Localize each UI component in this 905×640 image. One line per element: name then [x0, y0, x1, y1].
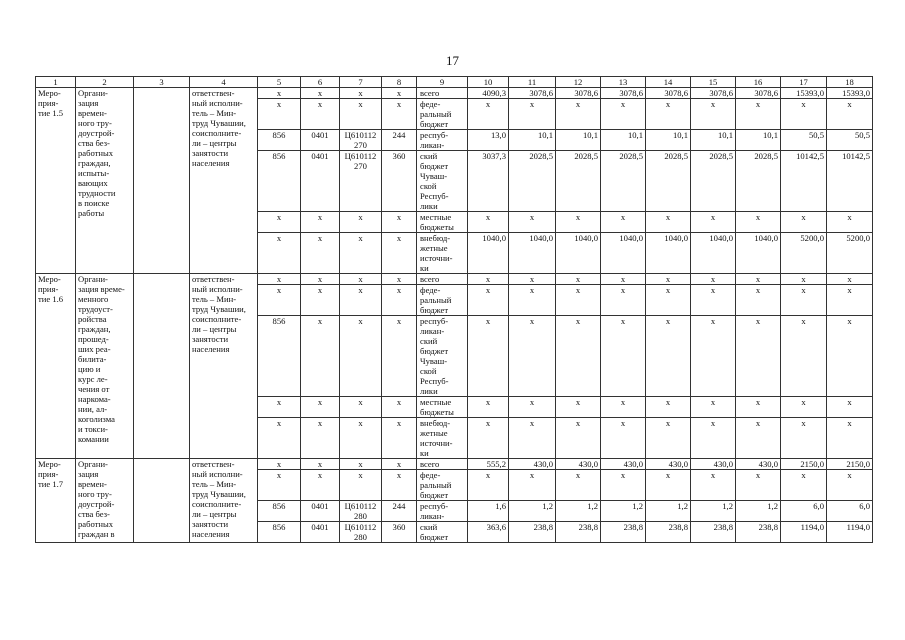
value-cell: 430,0 [556, 459, 601, 470]
value-cell: x [781, 212, 827, 233]
value-cell: x [827, 285, 873, 316]
value-cell: 238,8 [509, 522, 556, 543]
value-cell: 238,8 [601, 522, 646, 543]
code-c5: 856 [258, 151, 301, 212]
code-c5: 856 [258, 522, 301, 543]
header-cell-4: 4 [190, 77, 258, 88]
funding-source: внебюд- жетные источни- ки [417, 233, 468, 274]
value-cell: x [736, 397, 781, 418]
value-cell: 10142,5 [781, 151, 827, 212]
code-c5: x [258, 274, 301, 285]
value-cell: x [827, 470, 873, 501]
value-cell: x [691, 397, 736, 418]
value-cell: x [556, 274, 601, 285]
header-cell-2: 2 [76, 77, 134, 88]
value-cell: x [781, 470, 827, 501]
value-cell: 2028,5 [736, 151, 781, 212]
value-cell: x [601, 274, 646, 285]
value-cell: 2028,5 [601, 151, 646, 212]
value-cell: 1040,0 [601, 233, 646, 274]
value-cell: 2150,0 [781, 459, 827, 470]
code-c8: x [382, 233, 417, 274]
value-cell: 1,2 [646, 501, 691, 522]
value-cell: 1,2 [556, 501, 601, 522]
funding-source: местные бюджеты [417, 212, 468, 233]
value-cell: 2028,5 [691, 151, 736, 212]
code-c8: 360 [382, 151, 417, 212]
value-cell: x [468, 470, 509, 501]
measure-label: Меро- прия- тие 1.6 [36, 274, 76, 459]
value-cell: 10,1 [601, 130, 646, 151]
value-cell: 1040,0 [691, 233, 736, 274]
code-c6: 0401 [301, 151, 340, 212]
table-row [36, 274, 873, 285]
value-cell: x [601, 99, 646, 130]
code-c7: Ц610112 270 [340, 151, 382, 212]
value-cell: x [781, 99, 827, 130]
code-c6: x [301, 212, 340, 233]
code-c6: x [301, 470, 340, 501]
value-cell: 1194,0 [781, 522, 827, 543]
value-cell: 1040,0 [468, 233, 509, 274]
header-cell-5: 5 [258, 77, 301, 88]
value-cell: x [646, 274, 691, 285]
value-cell: 5200,0 [781, 233, 827, 274]
measure-name: Органи- зация време- менного трудоуст- ройства граждан, прошед- ших реа- билита- цию и курс ле- чения от наркома- нии, ал- коголизма и токси- комании [76, 274, 134, 459]
value-cell: 2028,5 [556, 151, 601, 212]
header-cell-16: 16 [736, 77, 781, 88]
header-row [36, 77, 873, 88]
value-cell: 3078,6 [691, 88, 736, 99]
value-cell: x [556, 418, 601, 459]
code-c5: x [258, 285, 301, 316]
value-cell: 1,6 [468, 501, 509, 522]
code-c8: x [382, 285, 417, 316]
code-c6: x [301, 274, 340, 285]
code-c7: x [340, 470, 382, 501]
value-cell: x [827, 397, 873, 418]
value-cell: x [736, 274, 781, 285]
value-cell: 15393,0 [781, 88, 827, 99]
value-cell: 1,2 [736, 501, 781, 522]
value-cell: x [509, 397, 556, 418]
funding-source: внебюд- жетные источни- ки [417, 418, 468, 459]
value-cell: x [827, 316, 873, 397]
code-c8: x [382, 418, 417, 459]
value-cell: x [781, 285, 827, 316]
value-cell: x [509, 316, 556, 397]
header-cell-12: 12 [556, 77, 601, 88]
header-cell-10: 10 [468, 77, 509, 88]
code-c6: x [301, 418, 340, 459]
value-cell: 10,1 [646, 130, 691, 151]
code-c7: Ц610112 280 [340, 501, 382, 522]
value-cell: x [646, 316, 691, 397]
measure-col3 [134, 459, 190, 543]
value-cell: 2028,5 [646, 151, 691, 212]
value-cell: x [646, 212, 691, 233]
value-cell: x [468, 316, 509, 397]
value-cell: 10142,5 [827, 151, 873, 212]
value-cell: x [556, 212, 601, 233]
code-c7: Ц610112 280 [340, 522, 382, 543]
value-cell: x [468, 285, 509, 316]
code-c7: x [340, 233, 382, 274]
value-cell: x [691, 470, 736, 501]
value-cell: 10,1 [509, 130, 556, 151]
value-cell: 3078,6 [509, 88, 556, 99]
code-c7: x [340, 274, 382, 285]
value-cell: x [736, 418, 781, 459]
code-c7: x [340, 459, 382, 470]
value-cell: 10,1 [736, 130, 781, 151]
value-cell: x [691, 212, 736, 233]
header-cell-7: 7 [340, 77, 382, 88]
value-cell: 13,0 [468, 130, 509, 151]
value-cell: 430,0 [736, 459, 781, 470]
code-c5: 856 [258, 501, 301, 522]
code-c8: x [382, 274, 417, 285]
value-cell: x [556, 470, 601, 501]
code-c7: x [340, 285, 382, 316]
code-c7: Ц610112 270 [340, 130, 382, 151]
value-cell: x [781, 274, 827, 285]
header-cell-13: 13 [601, 77, 646, 88]
value-cell: x [827, 212, 873, 233]
header-cell-6: 6 [301, 77, 340, 88]
value-cell: 430,0 [691, 459, 736, 470]
measure-label: Меро- прия- тие 1.7 [36, 459, 76, 543]
code-c8: x [382, 397, 417, 418]
value-cell: 4090,3 [468, 88, 509, 99]
value-cell: x [691, 99, 736, 130]
value-cell: x [781, 397, 827, 418]
value-cell: x [646, 418, 691, 459]
funding-source: респуб- ликан- [417, 130, 468, 151]
value-cell: 50,5 [781, 130, 827, 151]
funding-source: всего [417, 274, 468, 285]
value-cell: 10,1 [556, 130, 601, 151]
measure-executor: ответствен- ный исполни- тель – Мин- труд Чувашии, соисполните- ли – центры занятости населения [190, 88, 258, 274]
value-cell: 1,2 [509, 501, 556, 522]
value-cell: 3078,6 [556, 88, 601, 99]
value-cell: x [691, 418, 736, 459]
value-cell: 1040,0 [736, 233, 781, 274]
code-c7: x [340, 397, 382, 418]
code-c8: x [382, 316, 417, 397]
value-cell: x [827, 274, 873, 285]
value-cell: x [691, 274, 736, 285]
measure-name: Органи- зация времен- ного тру- доустрой- ства без- работных граждан, испыты- вающих трудности в поиске работы [76, 88, 134, 274]
value-cell: x [468, 418, 509, 459]
value-cell: x [601, 212, 646, 233]
value-cell: 363,6 [468, 522, 509, 543]
value-cell: x [468, 274, 509, 285]
header-cell-17: 17 [781, 77, 827, 88]
value-cell: x [827, 418, 873, 459]
measure-col3 [134, 88, 190, 274]
value-cell: 10,1 [691, 130, 736, 151]
value-cell: 1,2 [601, 501, 646, 522]
code-c6: x [301, 88, 340, 99]
code-c8: 244 [382, 130, 417, 151]
value-cell: x [646, 397, 691, 418]
value-cell: x [509, 418, 556, 459]
code-c5: x [258, 459, 301, 470]
value-cell: 430,0 [601, 459, 646, 470]
value-cell: x [556, 397, 601, 418]
value-cell: 238,8 [556, 522, 601, 543]
header-cell-9: 9 [417, 77, 468, 88]
measure-col3 [134, 274, 190, 459]
code-c5: x [258, 397, 301, 418]
table-row [36, 459, 873, 470]
value-cell: x [646, 470, 691, 501]
code-c5: x [258, 233, 301, 274]
value-cell: x [736, 285, 781, 316]
measure-name: Органи- зация времен- ного тру- доустрой- ства без- работных граждан в [76, 459, 134, 543]
code-c6: x [301, 233, 340, 274]
budget-table [35, 76, 873, 543]
value-cell: x [691, 285, 736, 316]
value-cell: 430,0 [646, 459, 691, 470]
value-cell: x [736, 99, 781, 130]
value-cell: 5200,0 [827, 233, 873, 274]
value-cell: x [736, 470, 781, 501]
value-cell: x [736, 316, 781, 397]
value-cell: 3078,6 [646, 88, 691, 99]
value-cell: x [646, 285, 691, 316]
table-row [36, 88, 873, 99]
header-cell-1: 1 [36, 77, 76, 88]
value-cell: x [468, 397, 509, 418]
code-c6: 0401 [301, 522, 340, 543]
value-cell: 1,2 [691, 501, 736, 522]
value-cell: 2028,5 [509, 151, 556, 212]
value-cell: 430,0 [509, 459, 556, 470]
value-cell: x [781, 316, 827, 397]
code-c8: 244 [382, 501, 417, 522]
value-cell: x [781, 418, 827, 459]
value-cell: 3078,6 [601, 88, 646, 99]
code-c8: 360 [382, 522, 417, 543]
value-cell: 15393,0 [827, 88, 873, 99]
code-c7: x [340, 418, 382, 459]
code-c6: 0401 [301, 501, 340, 522]
value-cell: x [556, 285, 601, 316]
value-cell: x [736, 212, 781, 233]
value-cell: 6,0 [781, 501, 827, 522]
value-cell: 3078,6 [736, 88, 781, 99]
code-c5: x [258, 418, 301, 459]
measure-executor: ответствен- ный исполни- тель – Мин- труд Чувашии, соисполните- ли – центры занятости населения [190, 274, 258, 459]
header-cell-3: 3 [134, 77, 190, 88]
value-cell: x [509, 285, 556, 316]
code-c7: x [340, 88, 382, 99]
code-c5: x [258, 88, 301, 99]
value-cell: x [601, 285, 646, 316]
code-c6: x [301, 397, 340, 418]
funding-source: ский бюджет [417, 522, 468, 543]
code-c6: 0401 [301, 130, 340, 151]
value-cell: 3037,3 [468, 151, 509, 212]
code-c5: x [258, 470, 301, 501]
value-cell: 238,8 [736, 522, 781, 543]
value-cell: x [556, 99, 601, 130]
value-cell: x [646, 99, 691, 130]
value-cell: x [509, 470, 556, 501]
value-cell: 1040,0 [646, 233, 691, 274]
funding-source: всего [417, 459, 468, 470]
code-c6: x [301, 99, 340, 130]
header-cell-18: 18 [827, 77, 873, 88]
value-cell: x [509, 274, 556, 285]
value-cell: x [468, 99, 509, 130]
value-cell: x [691, 316, 736, 397]
value-cell: 238,8 [646, 522, 691, 543]
code-c8: x [382, 212, 417, 233]
value-cell: x [509, 99, 556, 130]
value-cell: 555,2 [468, 459, 509, 470]
code-c8: x [382, 88, 417, 99]
measure-executor: ответствен- ный исполни- тель – Мин- труд Чувашии, соисполните- ли – центры занятости населения [190, 459, 258, 543]
value-cell: 1040,0 [556, 233, 601, 274]
funding-source: всего [417, 88, 468, 99]
code-c7: x [340, 99, 382, 130]
value-cell: x [601, 397, 646, 418]
funding-source: ский бюджет Чуваш- ской Респуб- лики [417, 151, 468, 212]
header-cell-15: 15 [691, 77, 736, 88]
funding-source: феде- ральный бюджет [417, 285, 468, 316]
header-cell-14: 14 [646, 77, 691, 88]
value-cell: 50,5 [827, 130, 873, 151]
value-cell: x [556, 316, 601, 397]
value-cell: x [827, 99, 873, 130]
code-c6: x [301, 285, 340, 316]
value-cell: x [509, 212, 556, 233]
funding-source: респуб- ликан- [417, 501, 468, 522]
value-cell: 1194,0 [827, 522, 873, 543]
funding-source: местные бюджеты [417, 397, 468, 418]
code-c6: x [301, 459, 340, 470]
header-cell-11: 11 [509, 77, 556, 88]
header-cell-8: 8 [382, 77, 417, 88]
code-c7: x [340, 316, 382, 397]
code-c8: x [382, 459, 417, 470]
code-c6: x [301, 316, 340, 397]
value-cell: 238,8 [691, 522, 736, 543]
code-c7: x [340, 212, 382, 233]
value-cell: x [601, 470, 646, 501]
page-number: 17 [446, 53, 459, 68]
code-c5: 856 [258, 316, 301, 397]
code-c8: x [382, 470, 417, 501]
value-cell: 6,0 [827, 501, 873, 522]
code-c5: x [258, 99, 301, 130]
value-cell: x [468, 212, 509, 233]
code-c8: x [382, 99, 417, 130]
code-c5: x [258, 212, 301, 233]
value-cell: 2150,0 [827, 459, 873, 470]
value-cell: 1040,0 [509, 233, 556, 274]
value-cell: x [601, 316, 646, 397]
funding-source: феде- ральный бюджет [417, 99, 468, 130]
funding-source: феде- ральный бюджет [417, 470, 468, 501]
measure-label: Меро- прия- тие 1.5 [36, 88, 76, 274]
code-c5: 856 [258, 130, 301, 151]
funding-source: респуб- ликан- ский бюджет Чуваш- ской Респуб- лики [417, 316, 468, 397]
value-cell: x [601, 418, 646, 459]
